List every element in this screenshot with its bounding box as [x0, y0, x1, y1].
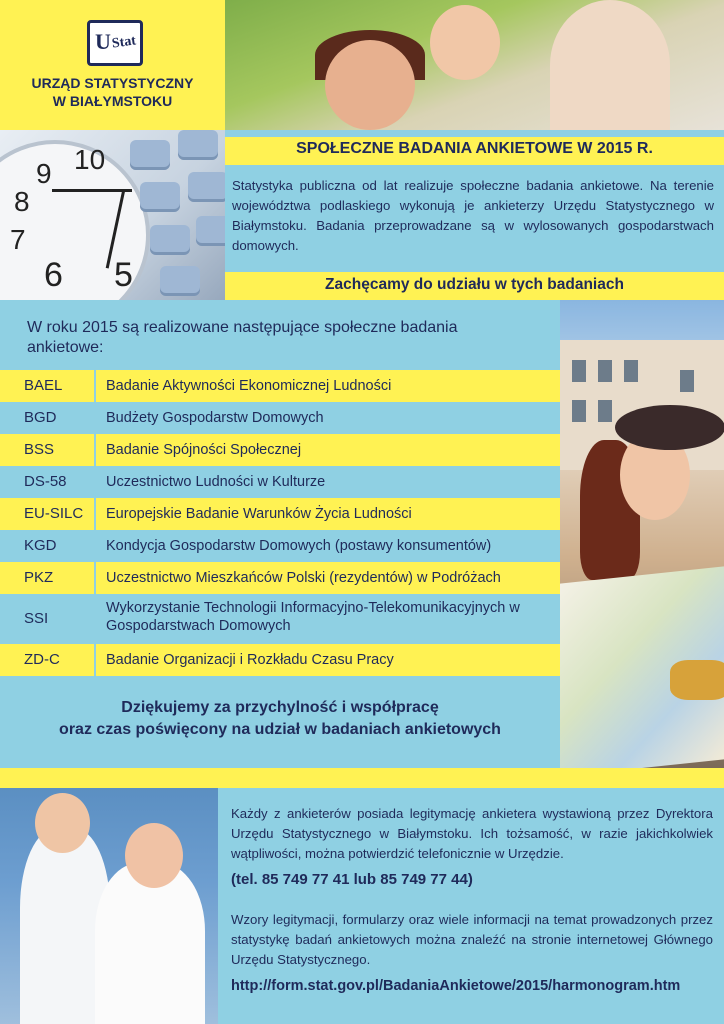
survey-row: [0, 530, 560, 562]
survey-code: EU-SILC: [24, 505, 84, 522]
surveys-intro: W roku 2015 są realizowane następujące społeczne badania ankietowe:: [27, 319, 458, 356]
survey-row-separator: [94, 498, 96, 530]
clock-number: 9: [36, 158, 52, 189]
clock-number: 8: [14, 186, 30, 217]
thanks-line2: oraz czas poświęcony na udział w badaniach ankietowych: [59, 721, 501, 738]
survey-code: DS-58: [24, 473, 67, 490]
survey-code: BSS: [24, 441, 55, 458]
organization-name-line2: W BIAŁYMSTOKU: [52, 93, 173, 109]
clock-number: 7: [10, 224, 26, 255]
window-shape: [680, 370, 694, 392]
tourist-woman-photo: [560, 300, 724, 768]
family-photo: [225, 0, 724, 130]
calculator-key: [188, 172, 225, 202]
calculator-key: [150, 225, 190, 255]
patient-head: [125, 823, 183, 888]
survey-row: [0, 434, 560, 466]
page-title: SPOŁECZNE BADANIA ANKIETOWE W 2015 R.: [296, 140, 653, 157]
survey-name: Europejskie Badanie Warunków Życia Ludności: [106, 506, 412, 522]
survey-row-separator: [94, 434, 96, 466]
survey-row-separator: [94, 644, 96, 676]
organization-name-line1: URZĄD STATYSTYCZNY: [31, 75, 194, 91]
survey-row: [0, 594, 560, 644]
survey-row: [0, 370, 560, 402]
survey-code: ZD-C: [24, 651, 60, 668]
survey-code: BAEL: [24, 377, 63, 394]
survey-row: [0, 498, 560, 530]
woman-glove: [670, 660, 724, 700]
survey-name: Badanie Organizacji i Rozkładu Czasu Pracy: [106, 652, 394, 668]
window-shape: [572, 400, 586, 422]
organization-name: [0, 74, 225, 110]
family-photo-child: [430, 5, 500, 80]
survey-code: KGD: [24, 537, 57, 554]
survey-name: Budżety Gospodarstw Domowych: [106, 410, 324, 426]
survey-name: Badanie Spójności Społecznej: [106, 442, 302, 458]
clock-number: 6: [44, 256, 63, 294]
encourage-banner: Zachęcamy do udziału w tych badaniach: [225, 272, 724, 300]
calculator-key: [140, 182, 180, 212]
survey-row-separator: [94, 562, 96, 594]
phone-numbers: (tel. 85 749 77 41 lub 85 749 77 44): [231, 871, 473, 888]
forms-info-paragraph: Wzory legitymacji, formularzy oraz wiele informacji na temat prowadzonych przez statystykę badań ankietowych można znaleźć na stronie internetowej Głównego Urzędu Statystycznego.: [231, 912, 713, 967]
survey-schedule-link[interactable]: http://form.stat.gov.pl/BadaniaAnkietowe/2015/harmonogram.htm: [231, 978, 681, 994]
survey-name: Uczestnictwo Ludności w Kulturze: [106, 474, 326, 490]
survey-name: Kondycja Gospodarstw Domowych (postawy konsumentów): [106, 538, 492, 554]
family-photo-mother: [325, 40, 415, 130]
interviewer-id-paragraph: Każdy z ankieterów posiada legitymację ankietera wystawioną przez Dyrektora Urzędu Statystycznego w Białymstoku. Ich tożsamość, w razie jakichkolwiek wątpliwości, można potwierdzić telefonicznie w Urzędzie.: [231, 806, 713, 861]
survey-code: SSI: [24, 610, 49, 627]
window-shape: [624, 360, 638, 382]
clock-number: 10: [74, 144, 106, 175]
woman-hat: [615, 405, 724, 450]
survey-row: [0, 402, 560, 434]
survey-row: [0, 466, 560, 498]
survey-row: [0, 562, 560, 594]
survey-code: BGD: [24, 409, 57, 426]
family-photo-person: [550, 0, 670, 130]
survey-row: [0, 644, 560, 676]
clock-calculator-photo: [0, 130, 225, 300]
clock-number: 5: [114, 256, 133, 294]
window-shape: [572, 360, 586, 382]
window-shape: [598, 400, 612, 422]
survey-row-separator: [94, 370, 96, 402]
doctor-patient-photo: [0, 788, 218, 1024]
thanks-line1: Dziękujemy za przychylność i współpracę: [121, 699, 439, 716]
logo-letters-stat: Stat: [111, 33, 137, 52]
survey-name: Wykorzystanie Technologii Informacyjno-Telekomunikacyjnych w Gospodarstwach Domowych: [106, 600, 520, 634]
window-shape: [598, 360, 612, 382]
gus-logo-icon: [87, 20, 143, 66]
intro-paragraph: Statystyka publiczna od lat realizuje społeczne badania ankietowe. Na terenie województwa podlaskiego wykonują je ankieterzy Urzędu Statystycznego w Białymstoku. Badania przeprowadzane są w wylosowanych gospodarstwach domowych.: [232, 178, 714, 253]
clock-face: [0, 140, 150, 300]
thanks-message: [0, 697, 560, 741]
calculator-key: [178, 130, 218, 160]
calculator-keys: [130, 130, 225, 300]
calculator-key: [196, 216, 225, 246]
survey-code: PKZ: [24, 569, 54, 586]
survey-name: Uczestnictwo Mieszkańców Polski (rezydentów) w Podróżach: [106, 570, 501, 586]
calculator-key: [160, 266, 200, 296]
clock-hand: [52, 189, 132, 192]
calculator-key: [130, 140, 170, 170]
survey-name: Badanie Aktywności Ekonomicznej Ludności: [106, 378, 392, 394]
logo-letter-u: U: [95, 29, 111, 54]
doctor-head: [35, 793, 90, 853]
section-divider: [0, 768, 724, 788]
